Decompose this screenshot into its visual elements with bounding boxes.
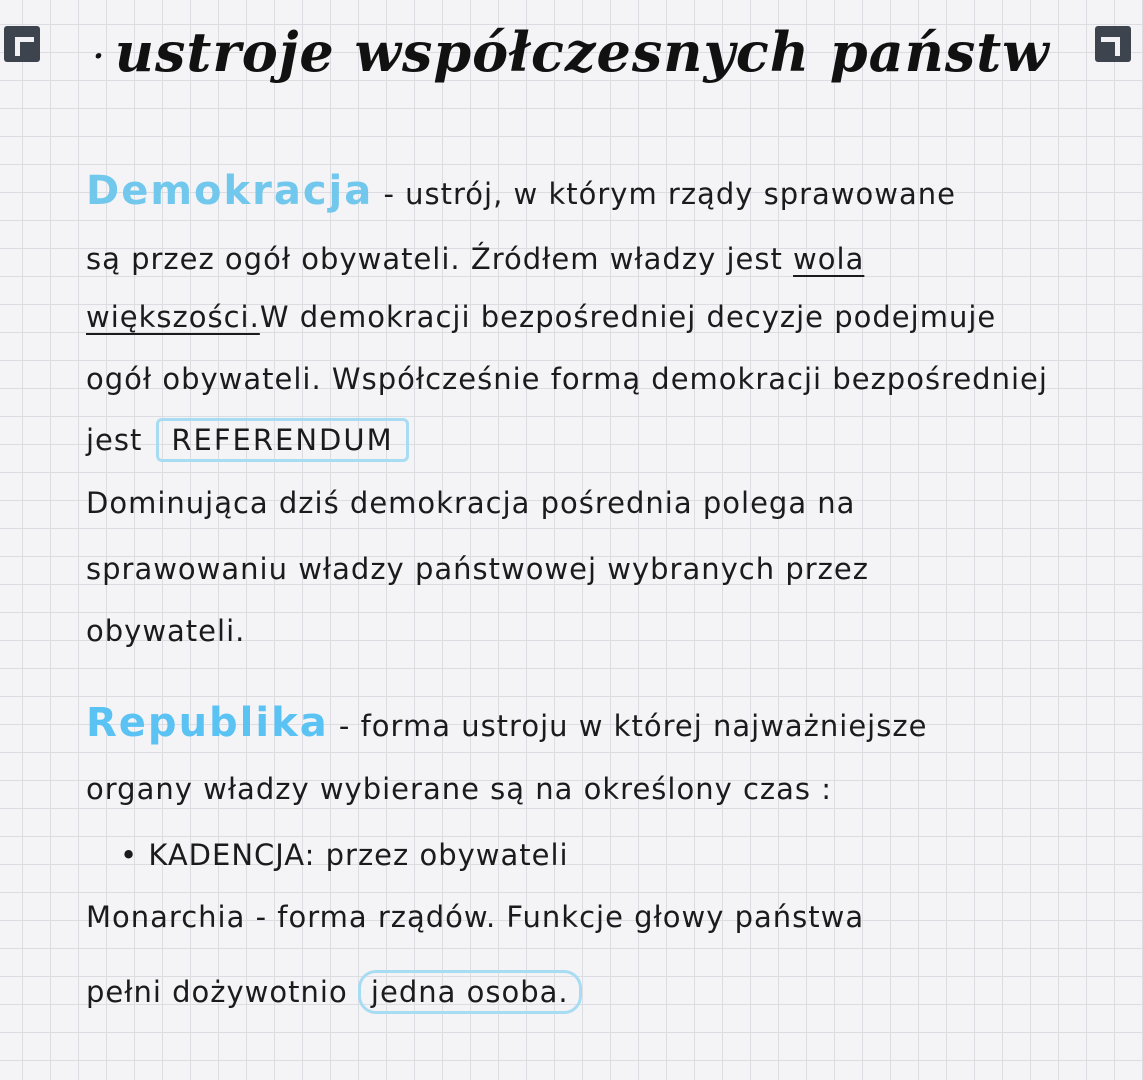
monarchia-line-1: Monarchia - forma rządów. Funkcje głowy państwa bbox=[86, 900, 865, 934]
demokracja-line-8: obywateli. bbox=[86, 614, 246, 648]
title-dot: · bbox=[93, 39, 105, 75]
jedna-osoba-box: jedna osoba. bbox=[358, 970, 582, 1014]
underlined-term: większości. bbox=[86, 300, 260, 334]
demokracja-line-3: większości.W demokracji bezpośredniej decyzje podejmuje bbox=[86, 300, 997, 334]
demokracja-line-2: są przez ogół obywateli. Źródłem władzy jest wola bbox=[86, 242, 865, 276]
monarchia-line-2: pełni dożywotnio jedna osoba. bbox=[86, 970, 582, 1014]
republika-heading: Republika bbox=[86, 700, 329, 746]
demokracja-line-1 bbox=[86, 168, 956, 214]
republika-definition: - forma ustroju w której najważniejsze bbox=[338, 709, 928, 743]
demokracja-line-7: sprawowaniu władzy państwowej wybranych przez bbox=[86, 552, 869, 586]
republika-line-2: organy władzy wybierane są na określony czas : bbox=[86, 772, 832, 806]
demokracja-heading: Demokracja bbox=[86, 168, 374, 214]
kadencja-bullet: • KADENCJA: przez obywateli bbox=[120, 838, 569, 872]
page-title: · ustroje współczesnych państw bbox=[93, 20, 1050, 84]
demokracja-definition: - ustrój, w którym rządy sprawowane bbox=[383, 177, 957, 211]
referendum-box: REFERENDUM bbox=[156, 418, 408, 462]
demokracja-line-5: jest REFERENDUM bbox=[86, 418, 409, 462]
demokracja-line-6: Dominująca dziś demokracja pośrednia polega na bbox=[86, 486, 856, 520]
republika-line-1 bbox=[86, 700, 927, 746]
underlined-term: wola bbox=[793, 242, 865, 276]
demokracja-line-4: ogół obywateli. Współcześnie formą demokracji bezpośredniej bbox=[86, 362, 1048, 396]
